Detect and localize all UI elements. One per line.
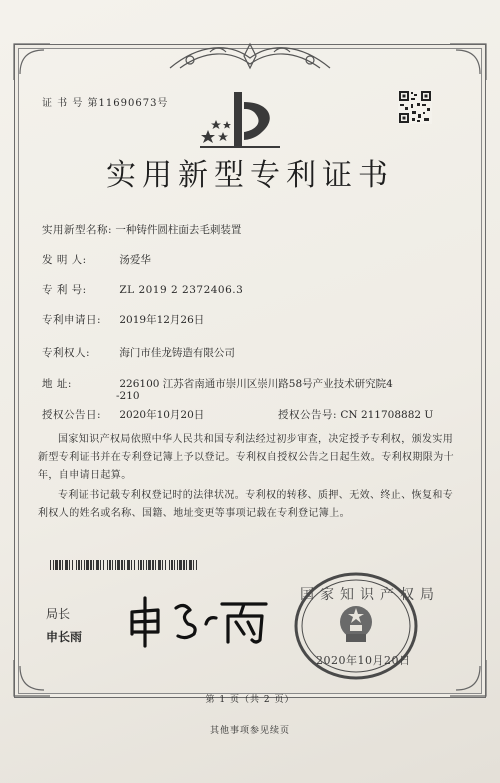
grant-date: 2020年10月20日 [119,409,205,421]
address-continuation [116,390,140,402]
filing-date-row [42,312,204,327]
patent-number-row [42,282,243,297]
field-label: 授权公告号: [278,409,338,421]
handwritten-signature-icon [124,590,274,650]
utility-model-name-row [42,222,241,237]
field-label: 专利权人: [42,347,91,359]
top-ornament-icon [160,38,340,78]
seal-date: 2020年10月20日 [316,654,411,667]
patent-holder-row [42,345,235,360]
signatory-title: 局长 [46,607,71,621]
field-label: 授权公告日: [42,409,102,421]
page-title: 实用新型专利证书 [106,158,394,193]
certificate-number: 证 书 号 第11690673号 [42,98,169,109]
field-label: 发 明 人: [42,254,87,266]
grant-number-row [278,407,433,422]
corner-ornament-icon [10,40,56,86]
grant-number: CN 211708882 U [340,409,434,421]
cnipa-emblem-icon [198,88,282,150]
inventor-name: 汤爱华 [119,254,151,266]
field-label: 专利申请日: [42,314,102,326]
qr-code-icon [398,90,432,124]
field-label: 实用新型名称: [42,224,113,236]
seal-text: 国家知识产权局 [300,587,440,603]
corner-ornament-icon [444,40,490,86]
legal-status-paragraph: 专利证书记载专利权登记时的法律状况。专利权的转移、质押、无效、终止、恢复和专利权人的姓名或名称、国籍、地址变更等事项记载在专利登记簿上。 [38,490,454,519]
address-line-2: -210 [116,390,140,402]
patent-holder: 海门市佳龙铸造有限公司 [119,347,235,359]
utility-model-name: 一种铸件圆柱面去毛刺装置 [115,224,242,236]
address-row [42,376,393,391]
field-label: 地 址: [42,378,72,390]
filing-date: 2019年12月26日 [119,314,205,326]
inventor-row [42,252,151,267]
address-line-1: 226100 江苏省南通市崇川区崇川路58号产业技术研究院4 [119,378,393,390]
barcode-icon [50,560,200,570]
field-label: 专 利 号: [42,284,87,296]
signatory-name: 申长雨 [46,630,83,644]
footnote: 其他事项参见续页 [209,726,290,736]
patent-number: ZL 2019 2 2372406.3 [119,284,244,296]
grant-date-row [42,407,204,422]
grant-statement-paragraph: 国家知识产权局依照中华人民共和国专利法经过初步审查，决定授予专利权，颁发实用新型专利证书并在专利登记簿上予以登记。专利权自授权公告之日起生效。专利权期限为十年，自申请日起算。 [38,434,454,481]
page-number: 第 1 页（共 2 页） [205,695,295,705]
